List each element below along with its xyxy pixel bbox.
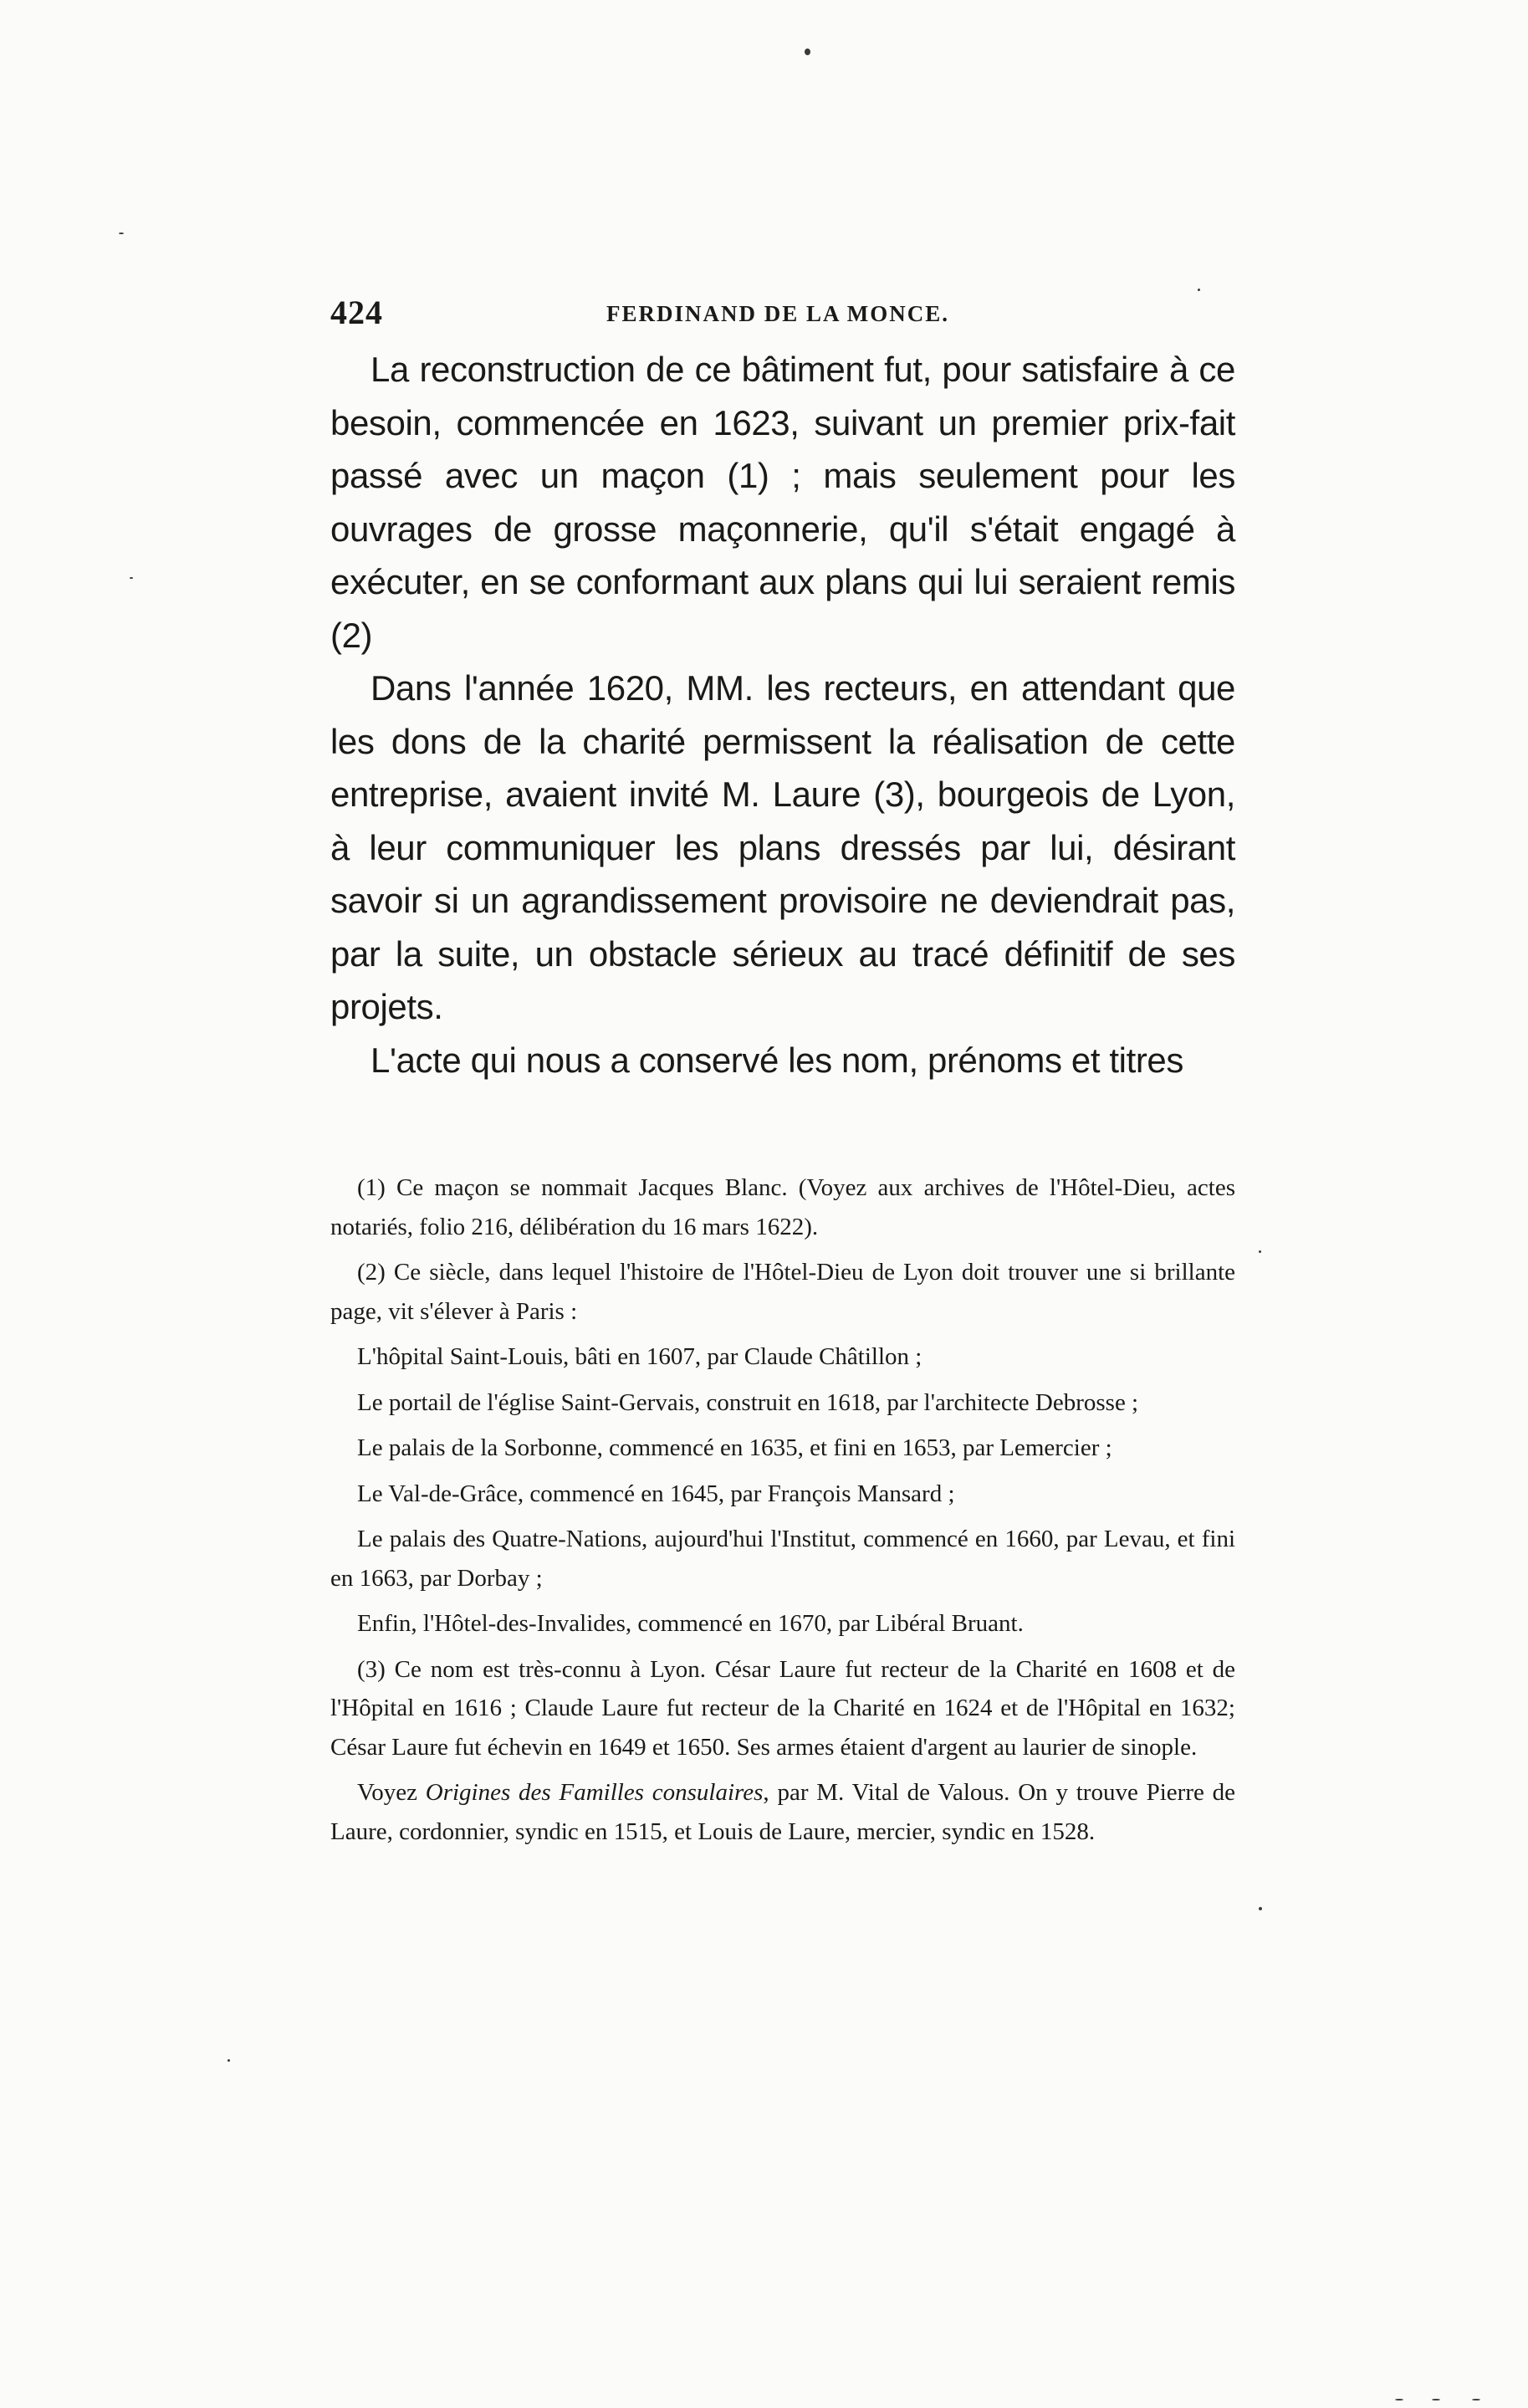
footnote-1: (1) Ce maçon se nommait Jacques Blanc. (Voyez aux archives de l'Hôtel-Dieu, actes notariés, folio 216, délibération du 16 mars 1622). <box>330 1174 1235 1240</box>
running-title: FERDINAND DE LA MONCE. <box>606 301 950 326</box>
page-number: 424 <box>330 294 383 331</box>
footnote-2-item: Enfin, l'Hôtel-des-Invalides, commencé en 1670, par Libéral Bruant. <box>357 1610 1024 1637</box>
footnote-text: Voyez <box>357 1779 426 1806</box>
footnote-2-item: Le portail de l'église Saint-Gervais, construit en 1618, par l'architecte Debrosse ; <box>357 1388 1139 1416</box>
main-text <box>330 343 1235 1086</box>
scan-speck <box>119 233 124 234</box>
footnote-3: (3) Ce nom est très-connu à Lyon. César Laure fut recteur de la Charité en 1608 et de l'Hôpital en 1616 ; Claude Laure fut recteur de la Charité en 1624 et de l'Hôpital en 1632; César Laure fut échevin en 1649 et 1650. Ses armes étaient d'argent au laurier de sinople. <box>330 1655 1235 1761</box>
paragraph: Dans l'année 1620, MM. les recteurs, en attendant que les dons de la charité permissent la réalisation de cette entreprise, avaient invité M. Laure (3), bourgeois de Lyon, à leur communiquer les plans dressés par lui, désirant savoir si un agrandissement provisoire ne deviendrait pas, par la suite, un obstacle sérieux au tracé définitif de ses projets. <box>330 668 1235 1026</box>
paragraph: L'acte qui nous a conservé les nom, prénoms et titres <box>371 1040 1183 1080</box>
footnote-text: , par M. Vital de Valous. On y trouve Pierre de Laure, cordonnier, syndic en 1515, et Louis de Laure, mercier, syndic en 1528. <box>330 1779 1236 1845</box>
scan-speck <box>1198 289 1200 291</box>
scan-speck <box>1259 1250 1261 1253</box>
footnote-2-item: Le palais de la Sorbonne, commencé en 1635, et fini en 1653, par Lemercier ; <box>357 1434 1112 1461</box>
footnote-2: (2) Ce siècle, dans lequel l'histoire de l'Hôtel-Dieu de Lyon doit trouver une si brillante page, vit s'élever à Paris : <box>330 1259 1235 1325</box>
scan-speck <box>1432 2399 1440 2400</box>
footnotes <box>330 1168 1235 1851</box>
footnote-3-continued <box>330 1773 1235 1851</box>
footnote-2-item: L'hôpital Saint-Louis, bâti en 1607, par Claude Châtillon ; <box>357 1343 922 1370</box>
footnote-2-item: Le palais des Quatre-Nations, aujourd'hui l'Institut, commencé en 1660, par Levau, et fini en 1663, par Dorbay ; <box>330 1526 1235 1592</box>
scan-speck <box>1472 2399 1480 2400</box>
cited-work-title: Origines des Familles consulaires <box>425 1779 764 1806</box>
paragraph: La reconstruction de ce bâtiment fut, pour satisfaire à ce besoin, commencée en 1623, suivant un premier prix-fait passé avec un maçon (1) ; mais seulement pour les ouvrages de grosse maçonnerie, qu'il s'était engagé à exécuter, en se conformant aux plans qui lui seraient remis (2) <box>330 350 1235 655</box>
scan-speck <box>130 577 133 579</box>
scan-speck <box>1259 1907 1262 1910</box>
scan-speck <box>227 2059 230 2062</box>
scan-speck <box>805 49 810 55</box>
page-header <box>330 293 1235 341</box>
footnote-2-item: Le Val-de-Grâce, commencé en 1645, par François Mansard ; <box>357 1480 955 1507</box>
book-page <box>330 293 1235 1858</box>
scan-speck <box>1395 2399 1403 2400</box>
